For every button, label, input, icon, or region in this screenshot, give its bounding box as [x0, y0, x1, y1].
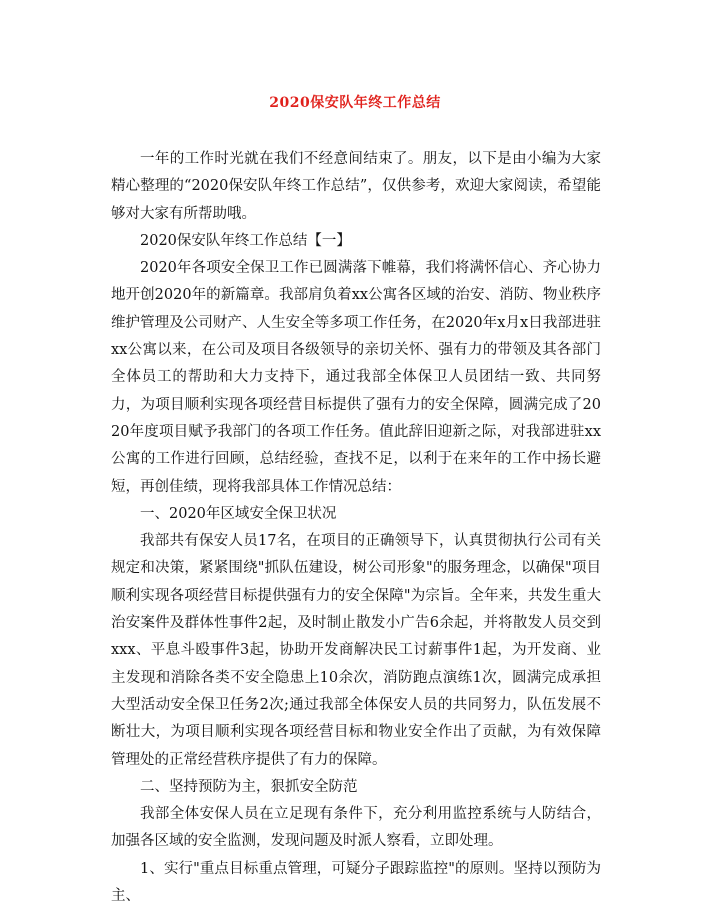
paragraph-principle-one: 1、实行"重点目标重点管理，可疑分子跟踪监控"的原则。坚持以预防为主、 [111, 860, 601, 905]
section-heading-security-status: 一、2020年区域安全保卫状况 [140, 505, 337, 522]
paragraph-prevention: 我部全体安保人员在立足现有条件下，充分利用监控系统与人防结合，加强各区域的安全监测，发现问题及时派人察看，立即处理。 [111, 806, 601, 850]
section-heading-prevention: 二、坚持预防为主，狠抓安全防范 [140, 778, 358, 795]
document-title: 2020保安队年终工作总结 [269, 95, 441, 111]
paragraph-overview: 2020年各项安全保卫工作已圆满落下帷幕，我们将满怀信心、齐心协力地开创2020年的新篇章。我部肩负着xx公寓各区域的治安、消防、物业秩序维护管理及公司财产、人生安全等多项工作任务，在2020年x月x日我部进驻xx公寓以来，在公司及项目各级领导的亲切关怀、强有力的带领及其各部门全体员工的帮助和大力支持下，通过我部全体保卫人员团结一致、共同努力，为项目顺利实现各项经营目标提供了强有力的安全保障，圆满完成了2020年度项目赋予我部门的各项工作任务。值此辞旧迎新之际，对我部进驻xx公寓的工作进行回顾，总结经验，查找不足，以利于在来年的工作中扬长避短，再创佳绩，现将我部具体工作情况总结： [111, 260, 601, 495]
paragraph-security-status: 我部共有保安人员17名，在项目的正确领导下，认真贯彻执行公司有关规定和决策，紧紧围绕"抓队伍建设，树公司形象"的服务理念，以确保"项目顺利实现各项经营目标提供强有力的安全保障"为宗旨。全年来，共发生重大治安案件及群体性事件2起，及时制止散发小广告6余起，并将散发人员交到xxx、平息斗殴事件3起，协助开发商解决民工讨薪事件1起，为开发商、业主发现和消除各类不安全隐患上10余次，消防跑点演练1次，圆满完成承担大型活动安全保卫任务2次;通过我部全体保安人员的共同努力，队伍发展不断壮大，为项目顺利实现各项经营目标和物业安全作出了贡献，为有效保障管理处的正常经营秩序提供了有力的保障。 [111, 533, 601, 768]
section-heading-part-one: 2020保安队年终工作总结【一】 [140, 232, 351, 249]
paragraph-intro: 一年的工作时光就在我们不经意间结束了。朋友，以下是由小编为大家精心整理的“2020保安队年终工作总结”，仅供参考，欢迎大家阅读，希望能够对大家有所帮助哦。 [111, 151, 601, 222]
document-body [111, 146, 601, 910]
